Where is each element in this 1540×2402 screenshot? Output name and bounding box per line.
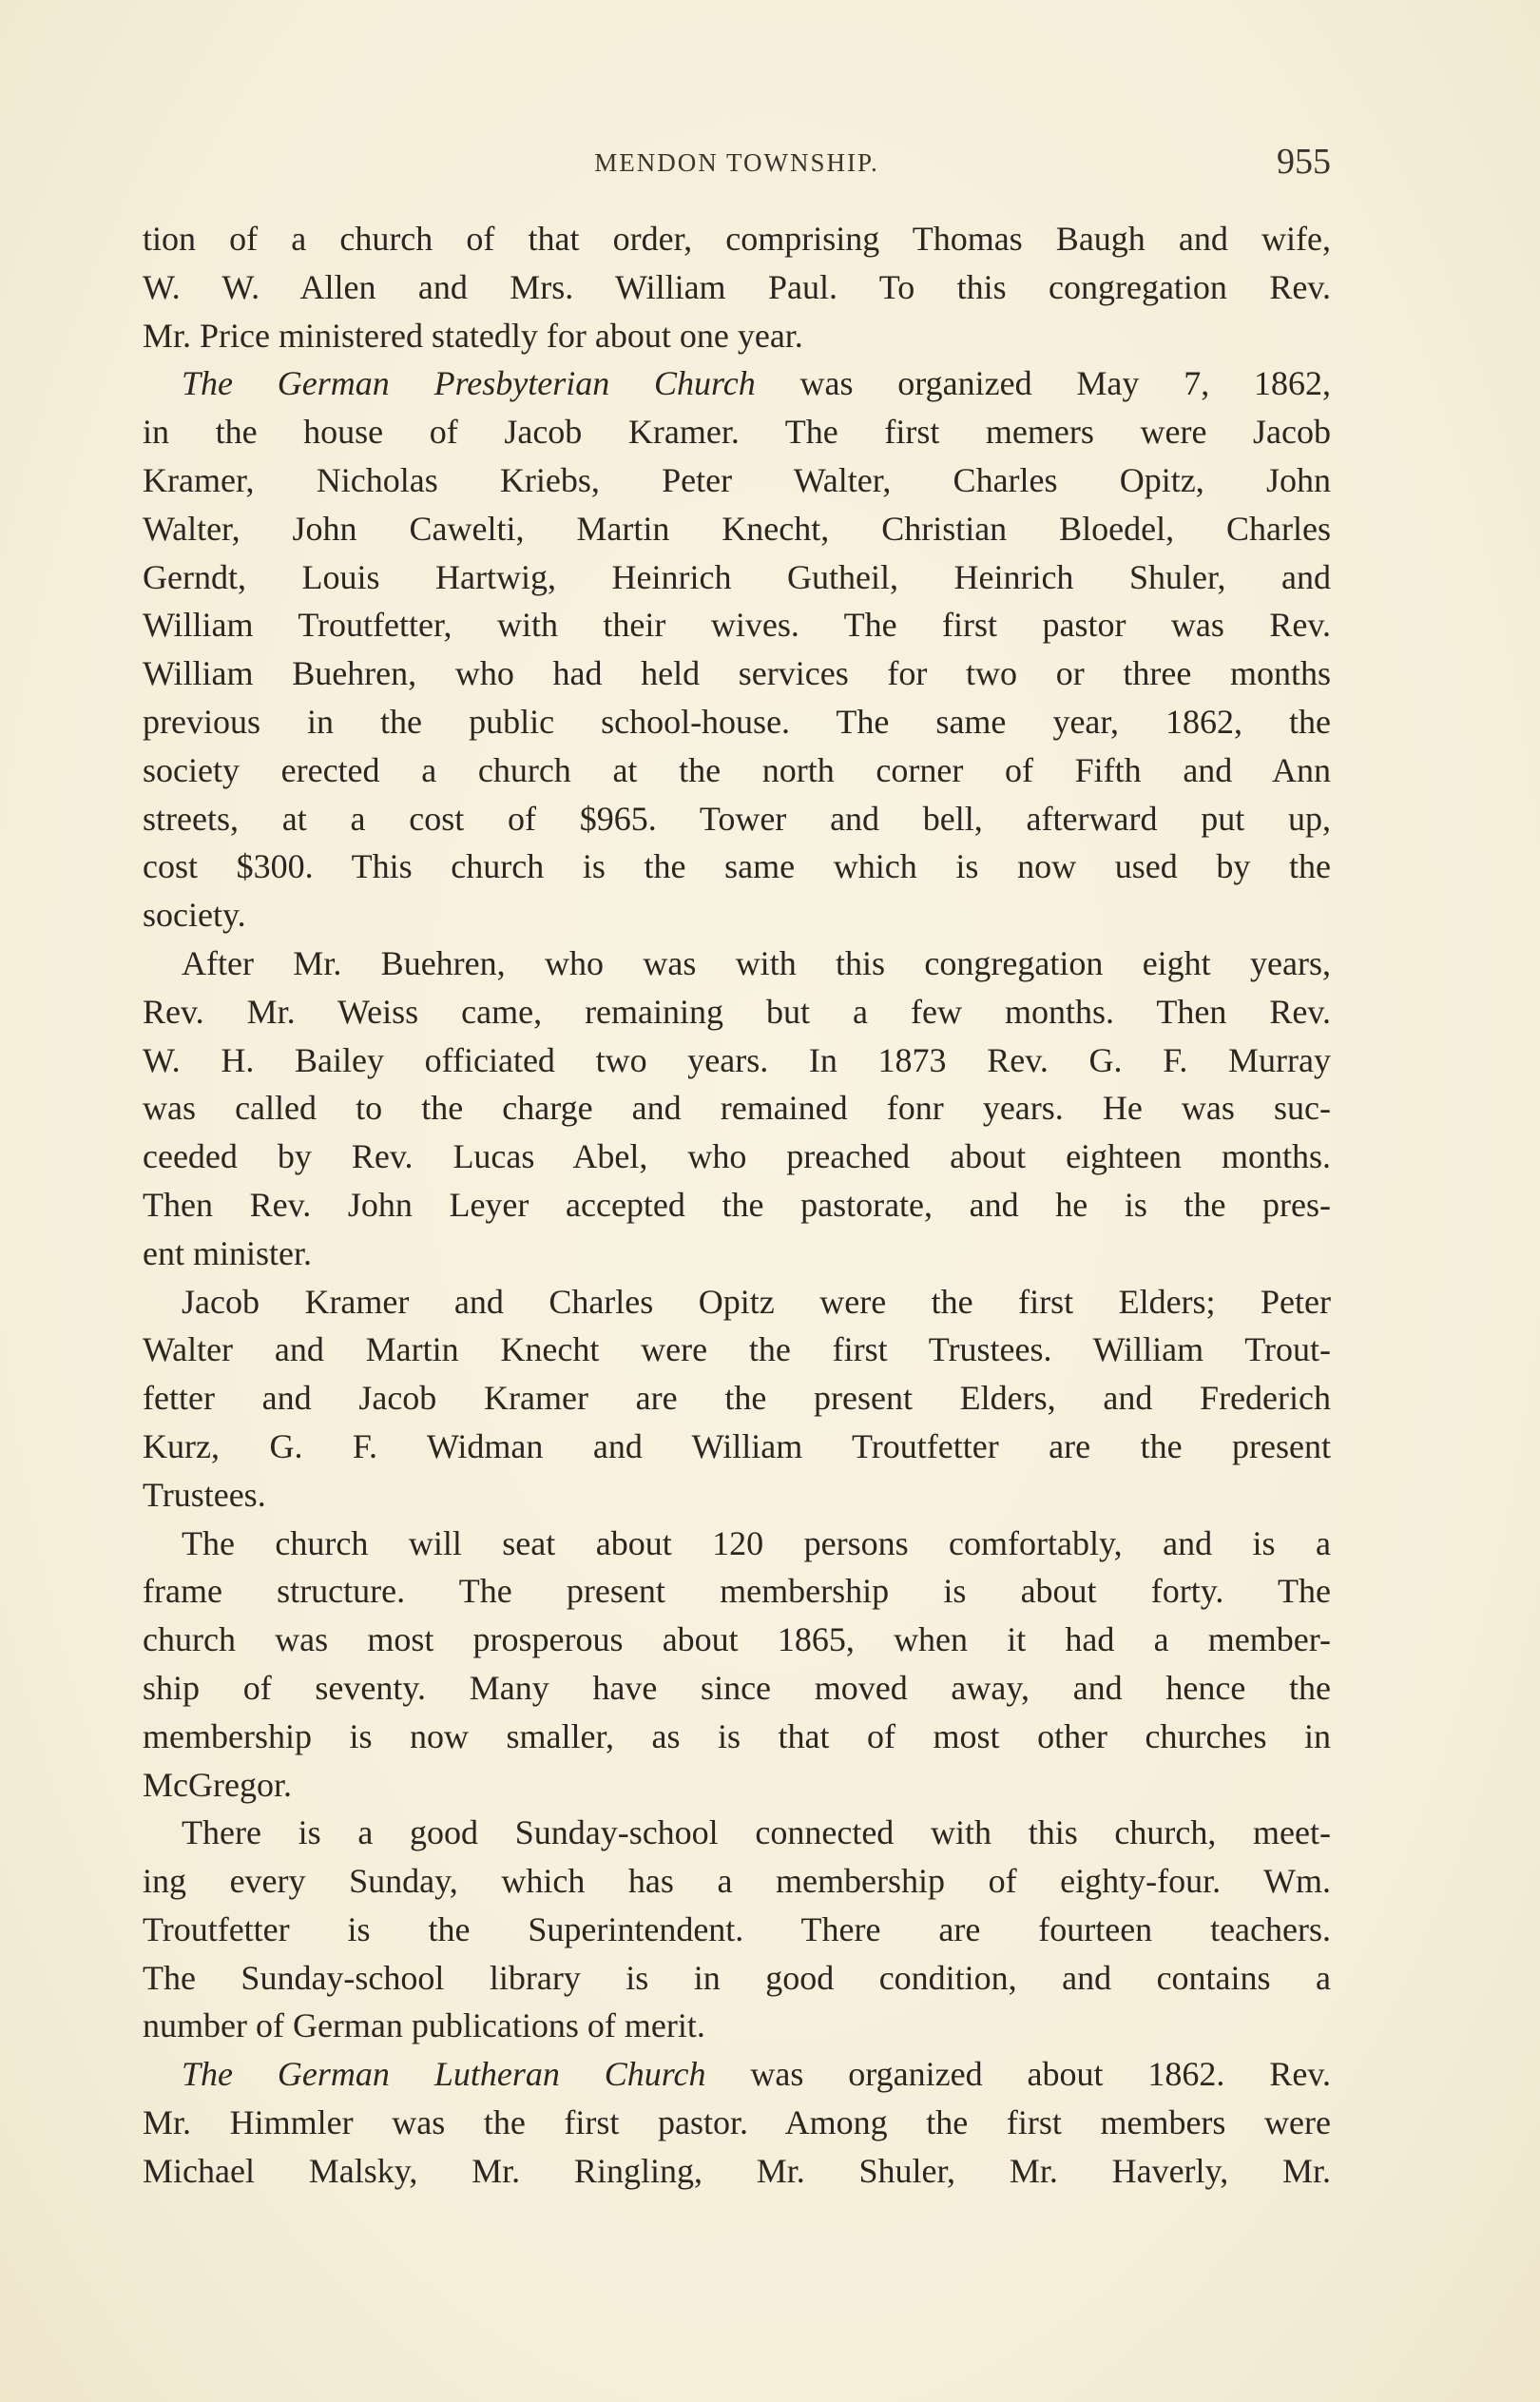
paragraph-start: There is a good Sunday-school connected with this church, meet-	[182, 1813, 1331, 1852]
church-name-italic: The German Lutheran Church	[182, 2055, 706, 2094]
text-line: W. W. Allen and Mrs. William Paul. To this congregation Rev.	[143, 267, 1331, 306]
text-line: streets, at a cost of $965. Tower and bell, afterward put up,	[143, 799, 1331, 838]
page-number: 955	[1277, 142, 1331, 182]
text-fragment: was organized May 7, 1862,	[755, 364, 1331, 403]
paragraph-start: Jacob Kramer and Charles Opitz were the first Elders; Peter	[182, 1282, 1331, 1321]
text-line: previous in the public school-house. The same year, 1862, the	[143, 702, 1331, 741]
text-line: The Sunday-school library is in good condition, and contains a	[143, 1958, 1331, 1997]
text-line: W. H. Bailey officiated two years. In 1873 Rev. G. F. Murray	[143, 1040, 1331, 1079]
text-line: ent minister.	[143, 1233, 312, 1272]
text-line: Mr. Price ministered statedly for about one year.	[143, 316, 803, 355]
text-line: ing every Sunday, which has a membership of eighty-four. Wm.	[143, 1862, 1331, 1901]
text-line: Michael Malsky, Mr. Ringling, Mr. Shuler, Mr. Haverly, Mr.	[143, 2151, 1331, 2190]
church-name-italic: The German Presbyterian Church	[182, 364, 756, 403]
text-line: Trustees.	[143, 1475, 266, 1514]
text-line: Kurz, G. F. Widman and William Troutfetter are the present	[143, 1426, 1331, 1465]
text-line: Rev. Mr. Weiss came, remaining but a few months. Then Rev.	[143, 992, 1331, 1031]
text-line: cost $300. This church is the same which is now used by the	[143, 847, 1331, 886]
text-line: frame structure. The present membership is about forty. The	[143, 1572, 1331, 1611]
text-line: Walter, John Cawelti, Martin Knecht, Christian Bloedel, Charles	[143, 509, 1331, 548]
paragraph-start-german-lutheran	[143, 2050, 1331, 2099]
text-line: tion of a church of that order, comprising Thomas Baugh and wife,	[143, 220, 1331, 258]
text-line: ship of seventy. Many have since moved away, and hence the	[143, 1668, 1331, 1707]
text-line: number of German publications of merit.	[143, 2006, 705, 2045]
text-line: William Buehren, who had held services for two or three months	[143, 654, 1331, 693]
page-header	[143, 141, 1331, 188]
text-line: Then Rev. John Leyer accepted the pastorate, and he is the pres-	[143, 1185, 1331, 1224]
text-fragment: was organized about 1862. Rev.	[705, 2055, 1331, 2094]
text-line: Kramer, Nicholas Kriebs, Peter Walter, Charles Opitz, John	[143, 460, 1331, 499]
text-line: McGregor.	[143, 1765, 292, 1804]
paragraph-start-german-presbyterian	[143, 359, 1331, 408]
running-head: MENDON TOWNSHIP.	[594, 148, 879, 177]
text-line: William Troutfetter, with their wives. The first pastor was Rev.	[143, 606, 1331, 645]
text-line: was called to the charge and remained fonr years. He was suc-	[143, 1089, 1331, 1128]
text-line: Walter and Martin Knecht were the first Trustees. William Trout-	[143, 1330, 1331, 1369]
text-line: society erected a church at the north corner of Fifth and Ann	[143, 750, 1331, 789]
text-line: Mr. Himmler was the first pastor. Among the first members were	[143, 2103, 1331, 2142]
text-line: fetter and Jacob Kramer are the present Elders, and Frederich	[143, 1379, 1331, 1418]
text-line: church was most prosperous about 1865, when it had a member-	[143, 1620, 1331, 1659]
text-line: membership is now smaller, as is that of most other churches in	[143, 1716, 1331, 1755]
text-line: Troutfetter is the Superintendent. There are fourteen teachers.	[143, 1909, 1331, 1948]
text-line: society.	[143, 896, 246, 935]
text-line: in the house of Jacob Kramer. The first memers were Jacob	[143, 413, 1331, 452]
text-line: Gerndt, Louis Hartwig, Heinrich Gutheil, Heinrich Shuler, and	[143, 557, 1331, 596]
paragraph-start: After Mr. Buehren, who was with this congregation eight years,	[182, 943, 1331, 982]
body-text	[143, 215, 1331, 2196]
paragraph-start: The church will seat about 120 persons comfortably, and is a	[182, 1523, 1331, 1562]
text-line: ceeded by Rev. Lucas Abel, who preached about eighteen months.	[143, 1137, 1331, 1176]
